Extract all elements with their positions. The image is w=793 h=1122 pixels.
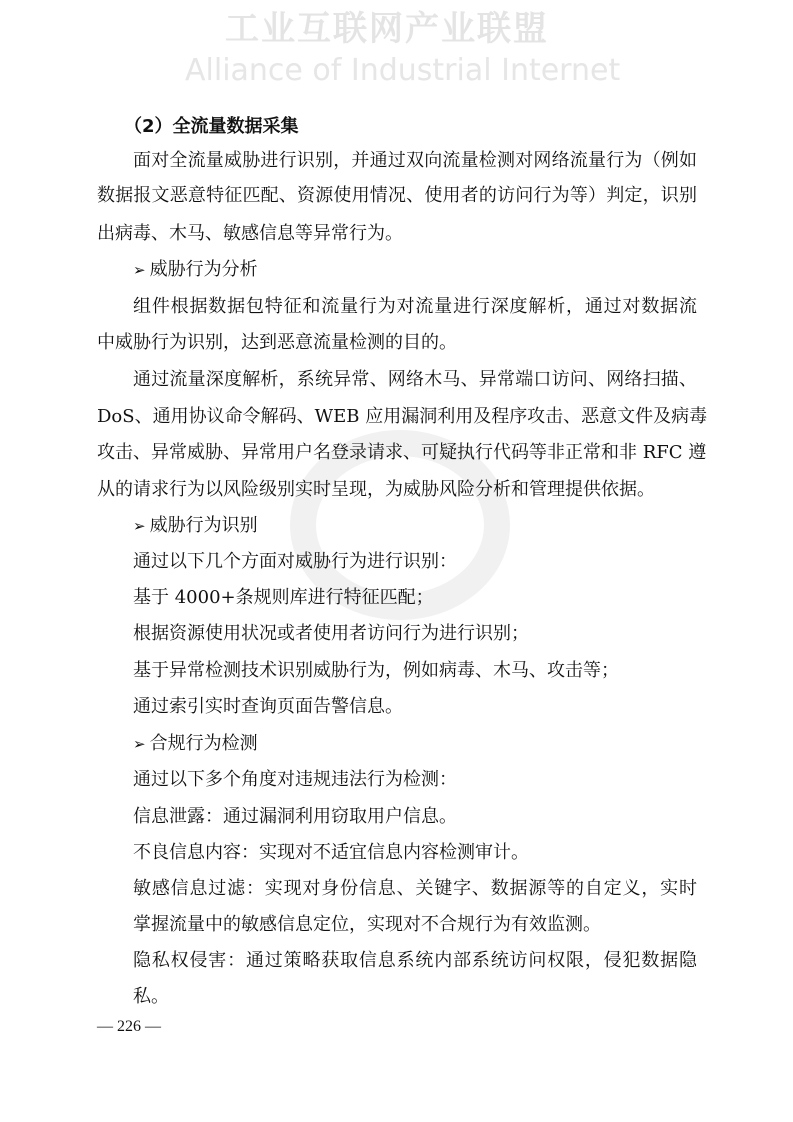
paragraph-line: 敏感信息过滤：实现对身份信息、关键字、数据源等的自定义，实时 — [133, 878, 697, 899]
bullet-label: 合规行为检测 — [149, 733, 258, 754]
paragraph-line: 基于异常检测技术识别威胁行为，例如病毒、木马、攻击等； — [133, 660, 619, 681]
paragraph-line: 掌握流量中的敏感信息定位，实现对不合规行为有效监测。 — [133, 914, 601, 935]
paragraph-line: 隐私权侵害：通过策略获取信息系统内部系统访问权限，侵犯数据隐 — [133, 950, 697, 971]
paragraph-line: 面对全流量威胁进行识别，并通过双向流量检测对网络流量行为（例如 — [133, 150, 697, 171]
paragraph-line: 通过以下多个角度对违规违法行为检测： — [133, 769, 457, 790]
paragraph-line: 出病毒、木马、敏感信息等异常行为。 — [97, 223, 403, 244]
arrow-bullet-icon: ➢ — [133, 735, 146, 753]
bullet-heading — [133, 258, 733, 282]
paragraph-line: 通过索引实时查询页面告警信息。 — [133, 696, 403, 717]
bullet-label: 威胁行为分析 — [149, 259, 258, 280]
paragraph-line: 中威胁行为识别，达到恶意流量检测的目的。 — [97, 332, 457, 353]
bullet-heading — [133, 514, 733, 538]
arrow-bullet-icon: ➢ — [133, 261, 146, 279]
paragraph-line: 通过流量深度解析，系统异常、网络木马、异常端口访问、网络扫描、 — [133, 369, 697, 390]
paragraph-line: 通过以下几个方面对威胁行为进行识别： — [133, 551, 457, 572]
section-heading: （2）全流量数据采集 — [124, 116, 299, 137]
watermark-text-en: Alliance of Industrial Internet — [185, 53, 621, 88]
paragraph-line: 攻击、异常威胁、异常用户名登录请求、可疑执行代码等非正常和非 RFC 遵 — [97, 442, 707, 463]
paragraph-line: 不良信息内容：实现对不适宜信息内容检测审计。 — [133, 842, 529, 863]
paragraph-line: 基于 4000+条规则库进行特征匹配； — [133, 587, 434, 608]
arrow-bullet-icon: ➢ — [133, 517, 146, 535]
paragraph-line: 信息泄露：通过漏洞利用窃取用户信息。 — [133, 806, 457, 827]
paragraph-line: 私。 — [133, 986, 169, 1007]
page-number: — 226 — — [97, 1018, 161, 1035]
paragraph-line: 根据资源使用状况或者使用者访问行为进行识别； — [133, 623, 529, 644]
watermark-text-cn: 工业互联网产业联盟 — [225, 9, 549, 49]
paragraph-line: 从的请求行为以风险级别实时呈现，为威胁风险分析和管理提供依据。 — [97, 479, 655, 500]
paragraph-line: 数据报文恶意特征匹配、资源使用情况、使用者的访问行为等）判定，识别 — [97, 185, 697, 206]
paragraph-line: DoS、通用协议命令解码、WEB 应用漏洞利用及程序攻击、恶意文件及病毒 — [97, 406, 708, 427]
paragraph-line: 组件根据数据包特征和流量行为对流量进行深度解析，通过对数据流 — [133, 296, 697, 317]
bullet-label: 威胁行为识别 — [149, 515, 258, 536]
bullet-heading — [133, 732, 733, 756]
